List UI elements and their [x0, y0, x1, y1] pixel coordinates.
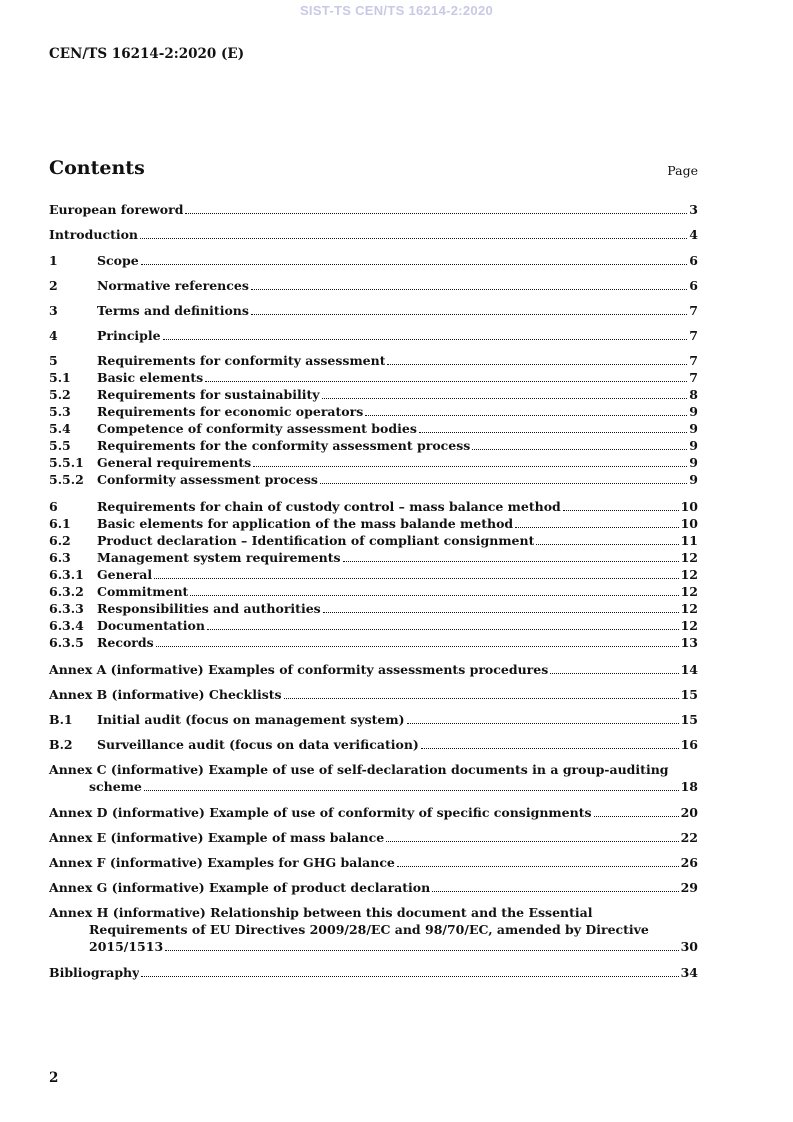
toc-entry[interactable] [49, 437, 698, 454]
toc-entry-page: 7 [689, 353, 698, 368]
toc-entry-page: 3 [689, 202, 698, 217]
toc-entry[interactable] [49, 964, 698, 981]
toc-entry-number: 5 [49, 353, 58, 368]
toc-entry[interactable] [49, 252, 698, 269]
toc-entry-page: 6 [689, 278, 698, 293]
toc-entry-title: Annex D (informative) Example of use of conformity of specific consignments [49, 805, 592, 820]
toc-entry-title: Documentation [97, 618, 205, 633]
toc-entry-page: 15 [680, 687, 698, 702]
dot-leader [407, 722, 679, 724]
toc-entry-number: B.2 [49, 737, 73, 752]
toc-entry-title: Annex C (informative) Example of use of self-declaration documents in a group-auditing [49, 762, 669, 777]
toc-entry[interactable] [49, 201, 698, 218]
toc-entry-page: 20 [680, 805, 698, 820]
toc-entry-title: Basic elements for application of the mass balande method [97, 516, 514, 531]
toc-entry-title: Annex G (informative) Example of product declaration [49, 880, 431, 895]
toc-entry[interactable] [49, 904, 698, 955]
toc-entry-number: 2 [49, 278, 58, 293]
toc-entry-page: 12 [680, 567, 698, 582]
toc-entry-page: 16 [680, 737, 698, 752]
dot-leader [536, 543, 678, 545]
dot-leader [419, 431, 687, 433]
dot-leader [594, 815, 679, 817]
toc-entry-title: Basic elements [97, 370, 204, 385]
toc-entry[interactable] [49, 583, 698, 600]
dot-leader [190, 594, 678, 596]
toc-entry-page: 30 [680, 939, 698, 954]
dot-leader [163, 338, 688, 340]
toc-entry-page: 7 [689, 370, 698, 385]
toc-entry[interactable] [49, 454, 698, 471]
toc-entry[interactable] [49, 277, 698, 294]
dot-leader [550, 672, 678, 674]
toc-entry[interactable] [49, 686, 698, 703]
toc-entry-title: Requirements for economic operators [97, 404, 364, 419]
toc-entry-page: 12 [680, 618, 698, 633]
toc-entry-number: 1 [49, 253, 58, 268]
toc-entry-page: 12 [680, 584, 698, 599]
toc-entry[interactable] [49, 634, 698, 651]
toc-entry-page: 13 [680, 635, 698, 650]
toc-entry-title: Responsibilities and authorities [97, 601, 321, 616]
toc-entry[interactable] [49, 369, 698, 386]
toc-entry-page: 29 [680, 880, 698, 895]
dot-leader [251, 288, 687, 290]
toc-entry-page: 4 [689, 227, 698, 242]
toc-entry-page: 12 [680, 550, 698, 565]
dot-leader [251, 313, 687, 315]
toc-entry[interactable] [49, 386, 698, 403]
toc-entry-number: 5.1 [49, 370, 71, 385]
toc-entry-title: Product declaration – Identification of compliant consignment [97, 533, 535, 548]
dot-leader [421, 747, 679, 749]
toc-entry-page: 22 [680, 830, 698, 845]
toc-entry-title: Annex F (informative) Examples for GHG balance [49, 855, 395, 870]
dot-leader [365, 414, 687, 416]
dot-leader [432, 890, 678, 892]
dot-leader [154, 577, 678, 579]
toc-entry-page: 14 [680, 662, 698, 677]
toc-entry-page: 6 [689, 253, 698, 268]
toc-entry-number: 6.1 [49, 516, 71, 531]
toc-entry-title: Terms and definitions [97, 303, 249, 318]
toc-entry-title: Introduction [49, 227, 139, 242]
toc-entry-number: 6.3 [49, 550, 71, 565]
toc-entry-title: Annex E (informative) Example of mass balance [49, 830, 385, 845]
toc-entry-page: 10 [680, 516, 698, 531]
dot-leader [387, 363, 687, 365]
toc-entry[interactable] [49, 420, 698, 437]
dot-leader [205, 380, 687, 382]
toc-entry[interactable] [49, 879, 698, 896]
toc-entry-title: Requirements for conformity assessment [97, 353, 386, 368]
toc-entry[interactable] [49, 566, 698, 583]
page-column-label: Page [667, 163, 698, 178]
toc-entry[interactable] [49, 498, 698, 515]
dot-leader [563, 509, 679, 511]
dot-leader [165, 949, 678, 951]
toc-entry-title: Initial audit (focus on management system) [97, 712, 405, 727]
toc-entry[interactable] [49, 515, 698, 532]
toc-entry-title: Annex B (informative) Checklists [49, 687, 282, 702]
toc-entry-page: 9 [689, 421, 698, 436]
toc-entry-page: 7 [689, 303, 698, 318]
toc-entry-number: 5.5 [49, 438, 71, 453]
toc-entry[interactable] [49, 661, 698, 678]
page-title: Contents [49, 157, 145, 179]
toc-entry[interactable] [49, 600, 698, 617]
toc-entry-title: Management system requirements [97, 550, 341, 565]
toc-entry[interactable] [49, 549, 698, 566]
toc-entry-title: Competence of conformity assessment bodies [97, 421, 417, 436]
toc-entry-page: 8 [689, 387, 698, 402]
toc-entry-number: 5.2 [49, 387, 71, 402]
dot-leader [144, 789, 679, 791]
dot-leader [185, 212, 687, 214]
toc-entry-title: General [97, 567, 153, 582]
toc-entry-title: Conformity assessment process [97, 472, 318, 487]
toc-entry-page: 26 [680, 855, 698, 870]
toc-entry-number: 6.3.3 [49, 601, 84, 616]
dot-leader [322, 397, 688, 399]
toc-entry-page: 11 [680, 533, 698, 548]
toc-entry-page: 7 [689, 328, 698, 343]
dot-leader [323, 611, 679, 613]
toc-entry[interactable] [49, 761, 698, 795]
dot-leader [253, 465, 687, 467]
toc-entry[interactable] [49, 854, 698, 871]
toc-entry-title: Surveillance audit (focus on data verification) [97, 737, 419, 752]
toc-entry-title: Annex A (informative) Examples of conformity assessments procedures [49, 662, 549, 677]
toc-entry[interactable] [49, 302, 698, 319]
toc-entry-title: General requirements [97, 455, 252, 470]
toc-entry-number: 5.3 [49, 404, 71, 419]
toc-entry-number: 6.3.1 [49, 567, 84, 582]
toc-entry-number: 5.4 [49, 421, 71, 436]
toc-entry-title-continuation: 2015/1513 [89, 939, 164, 954]
toc-entry[interactable] [49, 471, 698, 488]
toc-entry[interactable] [49, 829, 698, 846]
toc-entry-title: Principle [97, 328, 161, 343]
toc-entry-title: Requirements for sustainability [97, 387, 320, 402]
watermark: SIST-TS CEN/TS 16214-2:2020 [299, 3, 494, 18]
dot-leader [397, 865, 679, 867]
dot-leader [141, 975, 678, 977]
toc-entry[interactable] [49, 226, 698, 243]
toc-entry-number: 5.5.2 [49, 472, 84, 487]
toc-entry-page: 10 [680, 499, 698, 514]
toc-entry-page: 9 [689, 438, 698, 453]
toc-entry-number: 6.3.4 [49, 618, 84, 633]
toc-entry-number: 6.3.5 [49, 635, 84, 650]
dot-leader [320, 482, 687, 484]
toc-entry-title-continuation: scheme [89, 779, 142, 794]
toc-entry-page: 9 [689, 455, 698, 470]
dot-leader [140, 237, 687, 239]
dot-leader [343, 560, 679, 562]
toc-entry-page: 12 [680, 601, 698, 616]
toc-entry[interactable] [49, 711, 698, 728]
dot-leader [472, 448, 687, 450]
toc-entry[interactable] [49, 804, 698, 821]
dot-leader [284, 697, 679, 699]
toc-entry-number: 6.3.2 [49, 584, 84, 599]
toc-entry-title: Annex H (informative) Relationship between this document and the Essential [49, 905, 593, 920]
dot-leader [515, 526, 678, 528]
dot-leader [141, 263, 688, 265]
toc-entry-title: Normative references [97, 278, 249, 293]
toc-entry-page: 9 [689, 404, 698, 419]
toc-entry-number: 4 [49, 328, 58, 343]
toc-entry-title: Bibliography [49, 965, 140, 980]
toc-entry-number: 6 [49, 499, 58, 514]
toc-entry-title: Scope [97, 253, 139, 268]
toc-entry-page: 18 [680, 779, 698, 794]
toc-entry-number: 5.5.1 [49, 455, 84, 470]
toc-entry-title: European foreword [49, 202, 184, 217]
toc-entry[interactable] [49, 736, 698, 753]
toc-entry-page: 34 [680, 965, 698, 980]
toc-entry-number: 6.2 [49, 533, 71, 548]
toc-entry-page: 15 [680, 712, 698, 727]
dot-leader [207, 628, 679, 630]
toc-entry[interactable] [49, 403, 698, 420]
toc-entry[interactable] [49, 327, 698, 344]
toc-entry-title: Records [97, 635, 154, 650]
dot-leader [386, 840, 678, 842]
toc-entry[interactable] [49, 352, 698, 369]
toc-entry-page: 9 [689, 472, 698, 487]
toc-entry-title: Requirements for chain of custody control – mass balance method [97, 499, 561, 514]
page-number: 2 [49, 1070, 59, 1086]
toc-entry-title: Requirements for the conformity assessment process [97, 438, 471, 453]
toc-entry-title: Commitment [97, 584, 189, 599]
toc-entry-title-continuation: Requirements of EU Directives 2009/28/EC and 98/70/EC, amended by Directive [89, 922, 649, 937]
toc-entry[interactable] [49, 532, 698, 549]
toc-entry[interactable] [49, 617, 698, 634]
dot-leader [156, 645, 679, 647]
toc-entry-number: 3 [49, 303, 58, 318]
document-identifier: CEN/TS 16214-2:2020 (E) [49, 46, 245, 62]
toc-entry-number: B.1 [49, 712, 73, 727]
